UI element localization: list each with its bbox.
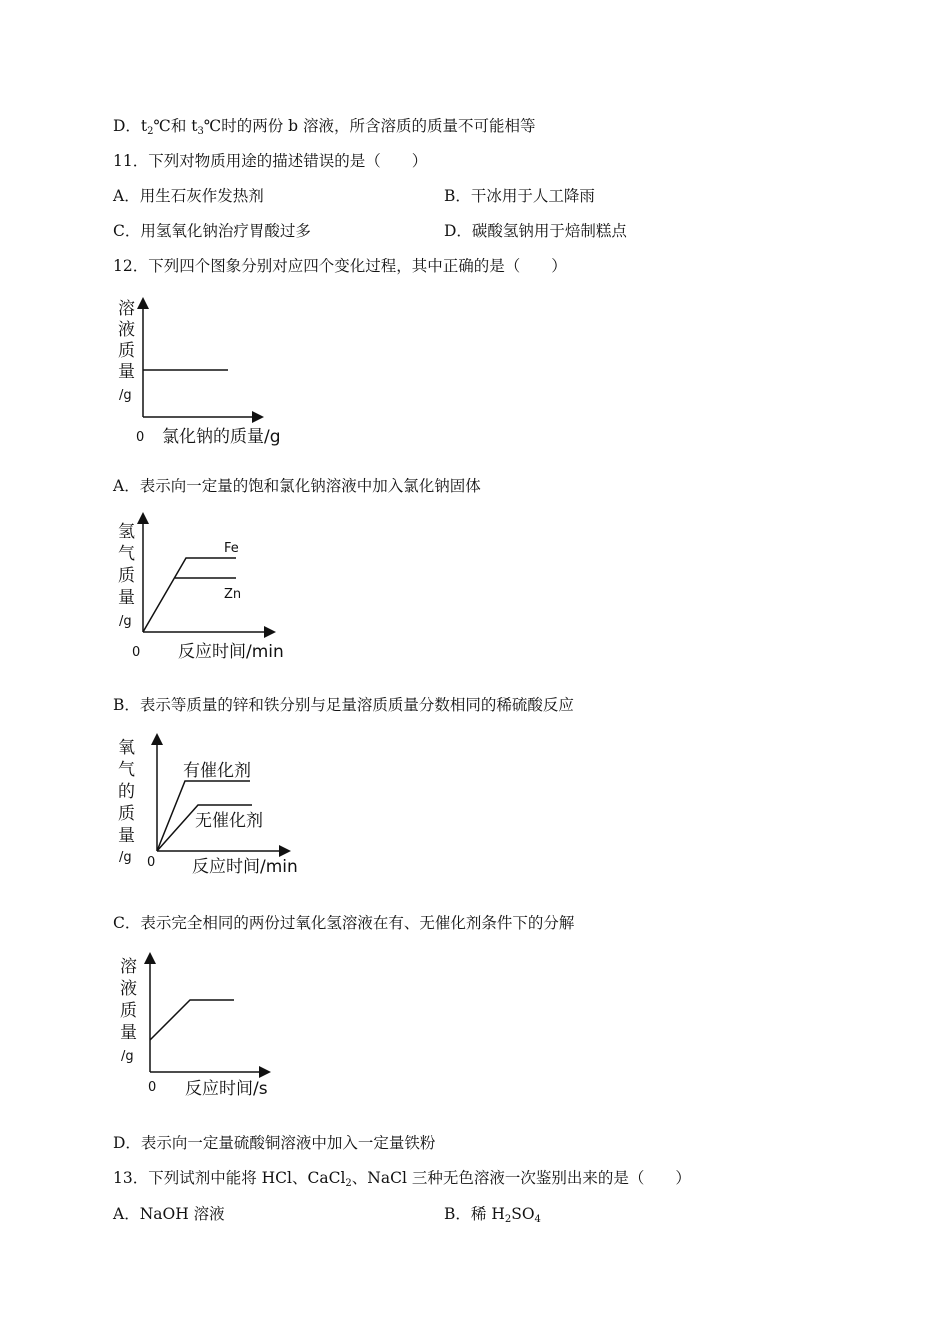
graph-a-ylabel-3: 质	[118, 341, 135, 361]
graph-a	[110, 295, 290, 450]
q11-option-d: D．碳酸氢钠用于焙制糕点	[444, 222, 627, 240]
graph-a-ylabel-2: 液	[118, 320, 135, 340]
graph-c-label-catalyst: 有催化剂	[183, 761, 251, 781]
graph-c-ylabel-4: 质	[118, 804, 135, 824]
graph-b-ylabel-2: 气	[118, 544, 135, 564]
graph-d-curve	[150, 1000, 234, 1040]
q13-stem: 13．下列试剂中能将 HCl、CaCl$_2$、NaCl 三种无色溶液一次鉴别出来的是（ ）	[113, 1169, 691, 1189]
q11-option-a: A．用生石灰作发热剂	[113, 187, 264, 205]
q13-option-b: B．稀 $H_2SO_4$	[444, 1205, 541, 1225]
q11-option-c: C．用氢氧化钠治疗胃酸过多	[113, 222, 311, 240]
q12-option-d: D．表示向一定量硫酸铜溶液中加入一定量铁粉	[113, 1134, 436, 1152]
graph-a-xlabel: 氯化钠的质量/g	[162, 427, 281, 447]
graph-d-ylabel-4: 量	[120, 1023, 137, 1043]
graph-b-xlabel: 反应时间/min	[178, 642, 284, 662]
q12-option-a: A．表示向一定量的饱和氯化钠溶液中加入氯化钠固体	[113, 477, 481, 495]
graph-c	[110, 733, 310, 883]
graph-d-ylabel-3: 质	[120, 1001, 137, 1021]
q12-option-c: C．表示完全相同的两份过氧化氢溶液在有、无催化剂条件下的分解	[113, 914, 575, 932]
q12-stem: 12．下列四个图象分别对应四个变化过程，其中正确的是（ ）	[113, 257, 567, 275]
graph-b-curve-fe	[143, 558, 236, 632]
graph-a-origin: 0	[136, 430, 145, 445]
graph-c-ylabel-6: /g	[119, 850, 132, 865]
graph-b-ylabel-5: /g	[119, 614, 132, 629]
graph-d-origin: 0	[148, 1080, 157, 1095]
graph-c-ylabel-2: 气	[118, 760, 135, 780]
graph-d-ylabel-1: 溶	[120, 957, 137, 977]
graph-b-ylabel-4: 量	[118, 588, 135, 608]
graph-b-ylabel-3: 质	[118, 566, 135, 586]
graph-c-label-no-catalyst: 无催化剂	[195, 811, 263, 831]
graph-d	[110, 950, 290, 1105]
graph-b-label-zn: Zn	[224, 587, 242, 602]
q13-option-a: A．NaOH 溶液	[113, 1205, 225, 1223]
q10-option-d: D．$t_2℃$和 $t_3℃$时的两份 b 溶液，所含溶质的质量不可能相等	[113, 117, 536, 137]
q11-option-b: B．干冰用于人工降雨	[444, 187, 595, 205]
graph-c-xlabel: 反应时间/min	[192, 857, 298, 877]
q12-option-b: B．表示等质量的锌和铁分别与足量溶质质量分数相同的稀硫酸反应	[113, 696, 574, 714]
graph-c-ylabel-1: 氧	[118, 738, 135, 758]
graph-d-xlabel: 反应时间/s	[185, 1079, 268, 1099]
graph-d-ylabel-2: 液	[120, 979, 137, 999]
graph-d-ylabel-5: /g	[121, 1049, 134, 1064]
graph-b-origin: 0	[132, 645, 141, 660]
graph-c-origin: 0	[147, 855, 156, 870]
graph-c-ylabel-5: 量	[118, 826, 135, 846]
graph-b-label-fe: Fe	[224, 541, 239, 556]
graph-c-ylabel-3: 的	[118, 782, 135, 802]
graph-b-ylabel-1: 氢	[118, 522, 135, 542]
q11-stem: 11．下列对物质用途的描述错误的是（ ）	[113, 152, 428, 170]
graph-a-ylabel-4: 量	[118, 362, 135, 382]
graph-b	[110, 510, 290, 665]
graph-a-ylabel-5: /g	[119, 388, 132, 403]
graph-a-ylabel-1: 溶	[118, 299, 135, 319]
